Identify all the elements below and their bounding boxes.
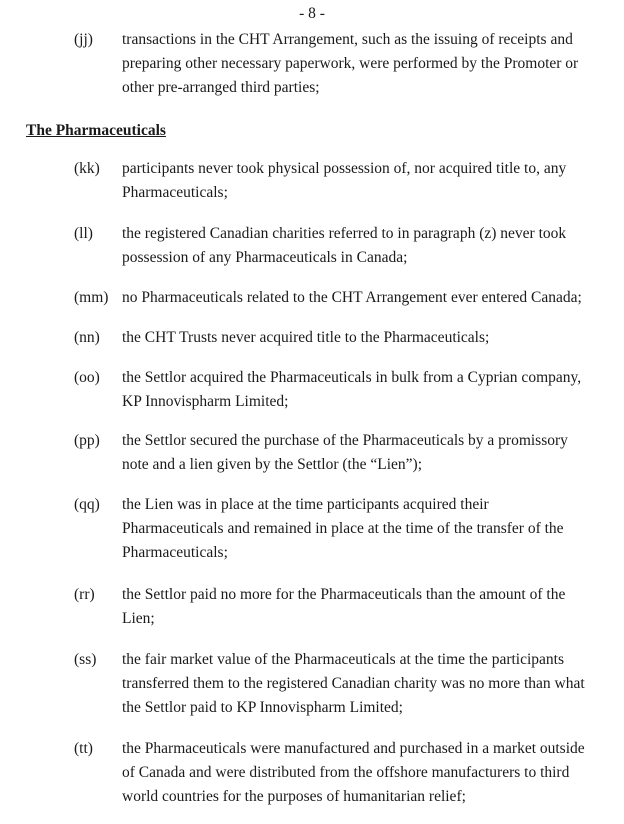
item-text-line: preparing other necessary paperwork, were performed by the Promoter or [122, 55, 579, 72]
item-text-line: the registered Canadian charities referred to in paragraph (z) never took [122, 225, 567, 242]
item-text-line: KP Innovispharm Limited; [122, 393, 289, 410]
item-text-line: Pharmaceuticals; [122, 544, 228, 561]
item-text-line: the CHT Trusts never acquired title to the Pharmaceuticals; [122, 329, 490, 346]
item-text-line: the Pharmaceuticals were manufactured and purchased in a market outside [122, 740, 585, 757]
item-text-line: of Canada and were distributed from the offshore manufacturers to third [122, 764, 570, 781]
item-text-line: the Settlor acquired the Pharmaceuticals in bulk from a Cyprian company, [122, 369, 582, 386]
item-label: (pp) [74, 432, 100, 449]
item-text-line: note and a lien given by the Settlor (the “Lien”); [122, 456, 422, 473]
item-text-line: the fair market value of the Pharmaceuticals at the time the participants [122, 651, 564, 668]
item-text-line: participants never took physical possession of, nor acquired title to, any [122, 160, 567, 177]
item-text-line: no Pharmaceuticals related to the CHT Arrangement ever entered Canada; [122, 289, 582, 306]
item-text-line: Lien; [122, 610, 155, 627]
item-text-line: world countries for the purposes of humanitarian relief; [122, 788, 466, 805]
item-text-line: the Settlor secured the purchase of the Pharmaceuticals by a promissory [122, 432, 568, 449]
item-text-line: other pre-arranged third parties; [122, 79, 320, 96]
item-label: (mm) [74, 289, 109, 306]
item-label: (tt) [74, 740, 93, 757]
item-label: (nn) [74, 329, 100, 346]
item-text-line: Pharmaceuticals and remained in place at the time of the transfer of the [122, 520, 564, 537]
item-label: (qq) [74, 496, 100, 513]
item-text-line: the Settlor paid to KP Innovispharm Limited; [122, 699, 403, 716]
item-label: (jj) [74, 31, 93, 48]
item-text-line: the Settlor paid no more for the Pharmaceuticals than the amount of the [122, 586, 566, 603]
section-heading: The Pharmaceuticals [26, 122, 166, 139]
item-text-line: Pharmaceuticals; [122, 184, 228, 201]
item-text-line: possession of any Pharmaceuticals in Canada; [122, 249, 408, 266]
item-label: (rr) [74, 586, 95, 603]
page-number: - 8 - [299, 5, 325, 22]
item-label: (ll) [74, 225, 93, 242]
item-text-line: transferred them to the registered Canadian charity was no more than what [122, 675, 585, 692]
item-label: (kk) [74, 160, 100, 177]
item-text-line: the Lien was in place at the time participants acquired their [122, 496, 489, 513]
item-label: (ss) [74, 651, 97, 668]
item-text-line: transactions in the CHT Arrangement, such as the issuing of receipts and [122, 31, 573, 48]
item-label: (oo) [74, 369, 100, 386]
